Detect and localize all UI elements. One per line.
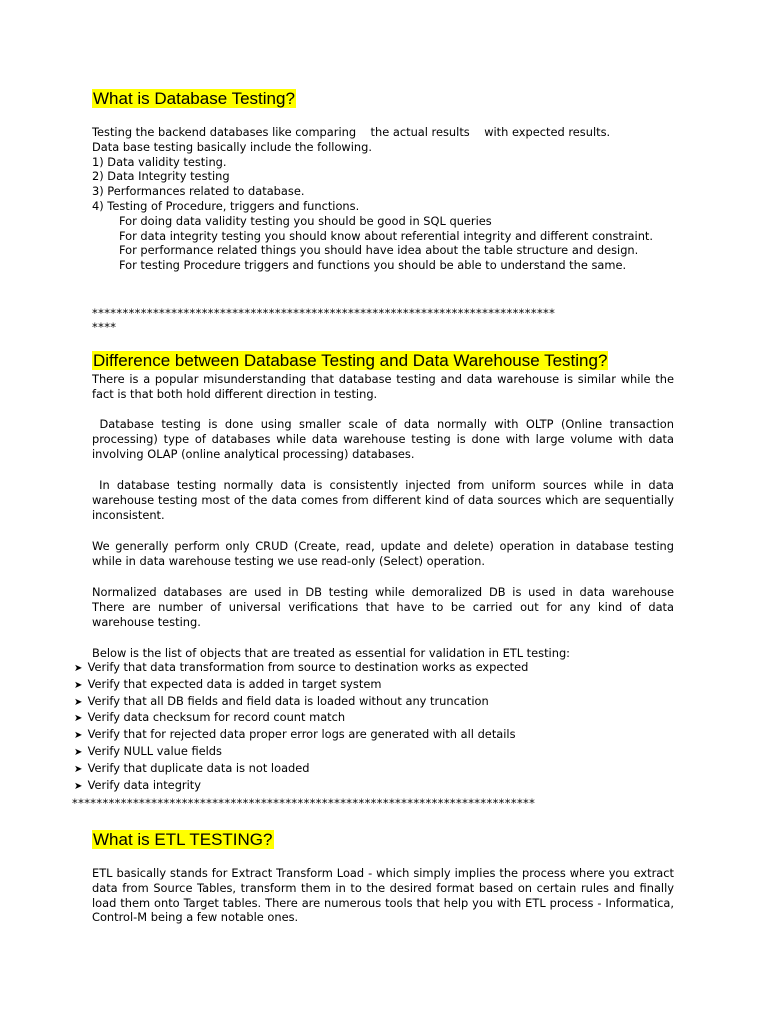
section1-body bbox=[92, 125, 653, 273]
arrow-bullet-icon: ➤ bbox=[74, 679, 83, 691]
text-line: There is a popular misunderstanding that database testing and data warehouse is similar while the bbox=[92, 372, 674, 386]
text-line: Data base testing basically include the following. bbox=[92, 139, 372, 154]
list-intro bbox=[92, 646, 570, 661]
text-line: fact is that both hold different direction in testing. bbox=[92, 386, 378, 401]
text-line: 3) Performances related to database. bbox=[92, 184, 305, 199]
text-line: while in data warehouse testing we use read-only (Select) operation. bbox=[92, 553, 485, 568]
list-item bbox=[74, 694, 528, 711]
separator-line: **************************************************************************** bbox=[72, 796, 536, 810]
heading-difference bbox=[92, 350, 608, 371]
text-line: Database testing is done using smaller scale of data normally with OLTP (Online transaction bbox=[92, 417, 674, 431]
separator-stars bbox=[72, 796, 535, 810]
text-line: Testing the backend databases like comparing the actual results with expected results. bbox=[92, 125, 611, 139]
paragraph-etl bbox=[92, 866, 674, 925]
text-line: load them onto Target tables. There are numerous tools that help you with ETL process - Informatica, bbox=[92, 895, 674, 910]
list-item-text: Verify data checksum for record count match bbox=[87, 710, 346, 725]
text-line-indented: For data integrity testing you should know about referential integrity and different constraint. bbox=[119, 228, 653, 243]
arrow-bullet-icon: ➤ bbox=[74, 663, 83, 674]
list-item-text: Verify that expected data is added in target system bbox=[87, 676, 382, 691]
list-item-text: Verify that data transformation from source to destination works as expected bbox=[87, 660, 529, 674]
list-item bbox=[74, 778, 528, 795]
paragraph-misunderstanding bbox=[92, 372, 674, 402]
text-line: In database testing normally data is consistently injected from uniform sources while in data bbox=[92, 478, 674, 492]
list-item bbox=[74, 761, 528, 778]
arrow-bullet-icon: ➤ bbox=[74, 730, 83, 742]
separator-line: **************************************************************************** bbox=[92, 306, 556, 320]
heading-database-testing bbox=[92, 88, 296, 109]
paragraph-sources bbox=[92, 478, 674, 522]
text-line: We generally perform only CRUD (Create, read, update and delete) operation in database testing bbox=[92, 539, 674, 553]
text-line: involving OLAP (online analytical processing) databases. bbox=[92, 446, 415, 461]
text-line: ETL basically stands for Extract Transform Load - which simply implies the process where you extract bbox=[92, 866, 674, 880]
arrow-bullet-icon: ➤ bbox=[74, 763, 83, 775]
list-item bbox=[74, 710, 528, 727]
heading-highlight: What is Database Testing? bbox=[93, 89, 295, 108]
text-line: Below is the list of objects that are treated as essential for validation in ETL testing: bbox=[92, 646, 571, 660]
text-line: warehouse testing. bbox=[92, 614, 201, 629]
list-item-text: Verify that all DB fields and field data is loaded without any truncation bbox=[87, 693, 489, 708]
text-line: 4) Testing of Procedure, triggers and functions. bbox=[92, 198, 360, 213]
text-line: data from Source Tables, transform them in to the desired format based on certain rules and finally bbox=[92, 880, 674, 895]
text-line: Control-M being a few notable ones. bbox=[92, 910, 299, 925]
heading-highlight: What is ETL TESTING? bbox=[93, 830, 273, 849]
text-line: Normalized databases are used in DB testing while demoralized DB is used in data warehouse bbox=[92, 585, 674, 599]
text-line-indented: For testing Procedure triggers and functions you should be able to understand the same. bbox=[119, 258, 627, 273]
text-line: There are number of universal verifications that have to be carried out for any kind of data bbox=[92, 599, 674, 614]
verification-list bbox=[74, 660, 528, 794]
text-line: processing) type of databases while data warehouse testing is done with large volume with data bbox=[92, 431, 674, 446]
paragraph-crud bbox=[92, 539, 674, 569]
paragraph-oltp bbox=[92, 417, 674, 461]
separator-stars bbox=[92, 306, 555, 334]
list-item bbox=[74, 744, 528, 761]
text-line-indented: For performance related things you should have idea about the table structure and design. bbox=[119, 243, 639, 258]
arrow-bullet-icon: ➤ bbox=[74, 780, 83, 792]
text-line: warehouse testing most of the data comes from different kind of data sources which are sequentially bbox=[92, 492, 674, 507]
list-item bbox=[74, 677, 528, 694]
list-item-text: Verify data integrity bbox=[87, 777, 201, 792]
list-item-text: Verify that for rejected data proper error logs are generated with all details bbox=[87, 727, 516, 742]
list-item-text: Verify NULL value fields bbox=[87, 743, 222, 758]
heading-etl-testing bbox=[92, 829, 274, 850]
text-line: 1) Data validity testing. bbox=[92, 154, 227, 169]
text-line-indented: For doing data validity testing you should be good in SQL queries bbox=[119, 213, 492, 228]
heading-highlight: Difference between Database Testing and Data Warehouse Testing? bbox=[93, 351, 608, 370]
arrow-bullet-icon: ➤ bbox=[74, 746, 83, 758]
text-line: 2) Data Integrity testing bbox=[92, 169, 230, 184]
arrow-bullet-icon: ➤ bbox=[74, 696, 83, 708]
text-line: inconsistent. bbox=[92, 507, 165, 522]
list-item bbox=[74, 660, 528, 677]
list-item bbox=[74, 727, 528, 744]
paragraph-normalized bbox=[92, 585, 674, 629]
arrow-bullet-icon: ➤ bbox=[74, 713, 83, 725]
list-item-text: Verify that duplicate data is not loaded bbox=[87, 760, 310, 775]
separator-line: **** bbox=[92, 320, 117, 334]
